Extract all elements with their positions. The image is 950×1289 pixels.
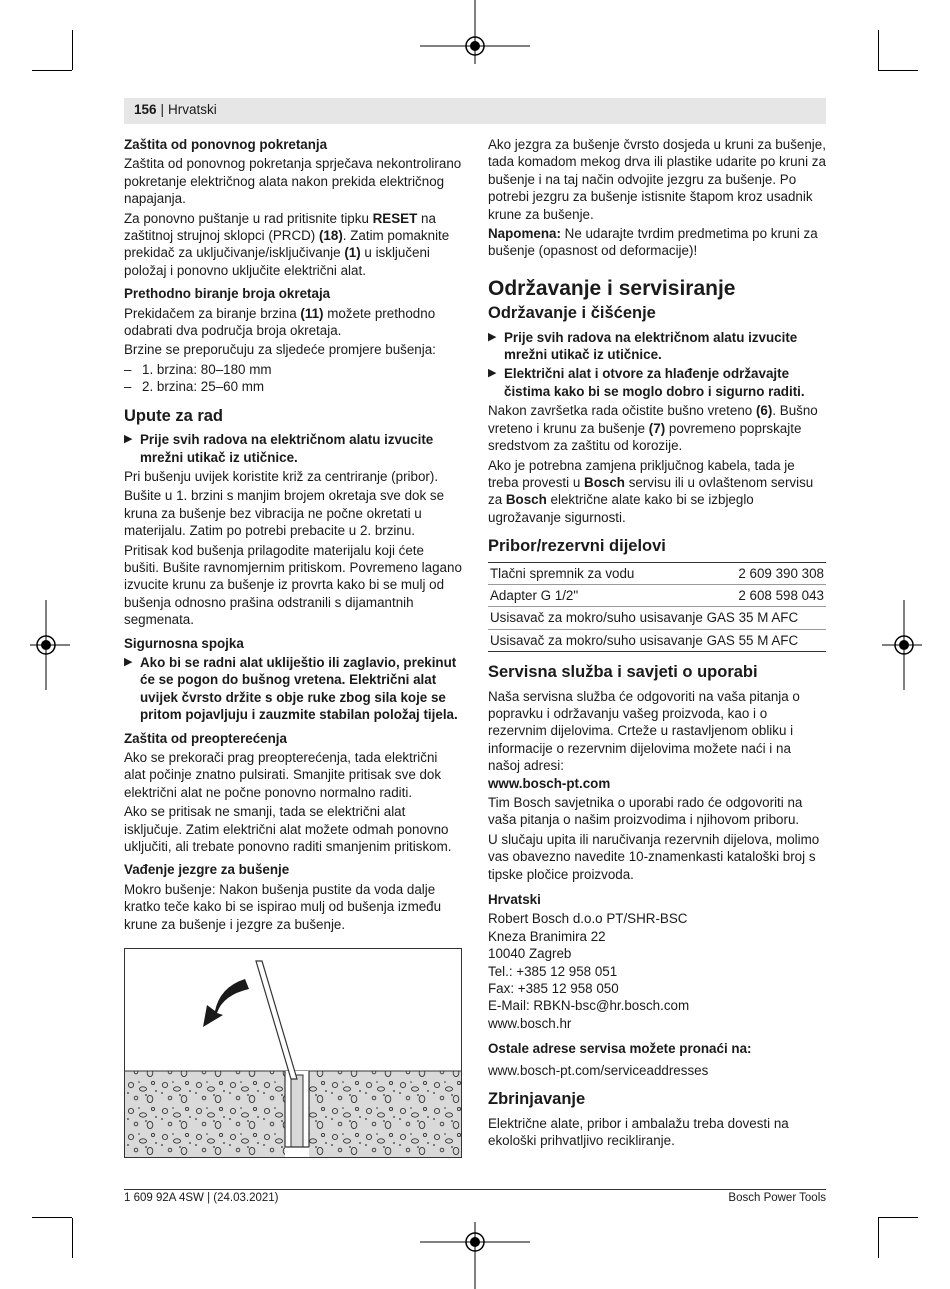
service-addresses-link[interactable]: www.bosch-pt.com/serviceaddresses: [488, 1062, 709, 1078]
table-row: Adapter G 1/2" 2 608 598 043: [488, 584, 826, 606]
section-title: Servisna služba i savjeti o uporabi: [488, 663, 758, 682]
warning-item: ▶ Prije svih radova na električnom alatu izvucite mrežni utikač iz utičnice.: [124, 432, 434, 465]
list-item: – 2. brzina: 25–60 mm: [124, 379, 265, 395]
section-title: Zbrinjavanje: [488, 1090, 586, 1109]
bullet-triangle-icon: ▶: [124, 655, 133, 668]
left-column: [124, 136, 462, 935]
address-line: E-Mail: RBKN-bsc@hr.bosch.com: [488, 998, 690, 1014]
address-line: Fax: +385 12 958 050: [488, 981, 619, 997]
table-row: Tlačni spremnik za vodu 2 609 390 308: [488, 562, 826, 584]
warning-item: ▶ Ako bi se radni alat ukliještio ili zaglavio, prekinut će se pogon do bušnog vretena. Električni alat uvijek čvrsto držite s obje ruke zbog sila koje se pritom pojavljuju i zauzmite stabilan položaj tijela.: [124, 654, 458, 723]
address-line: Tel.: +385 12 958 051: [488, 963, 618, 979]
page-header: [134, 102, 217, 117]
paragraph: Zaštita od ponovnog pokretanja sprječava nekontrolirano pokretanje električnog alata nakon prekida električnog napajanja.: [124, 156, 462, 207]
paragraph: Nakon završetka rada očistite bušno vreteno (6). Bušno vreteno i krunu za bušenje (7) povremeno poprskajte sredstvom za zaštitu od korozije.: [488, 403, 818, 454]
crop-mark: [72, 30, 73, 70]
registration-mark-icon: [30, 600, 70, 690]
paragraph: Bušite u 1. brzini s manjim brojem okretaja sve dok se kruna za bušenje bez vibracija ne počne okretati u materijalu. Zatim po potrebi prebacite u 2. brzinu.: [124, 488, 445, 539]
paragraph: Pri bušenju uvijek koristite križ za centriranje (pribor).: [124, 468, 439, 484]
header-language: Hrvatski: [168, 102, 217, 117]
crop-mark: [878, 1217, 918, 1218]
section-title: Održavanje i čišćenje: [488, 304, 656, 323]
page-number: 156: [134, 102, 157, 117]
service-url[interactable]: www.bosch-pt.com: [488, 775, 611, 791]
right-column: [488, 136, 826, 1151]
address-line: 10040 Zagreb: [488, 946, 572, 962]
bullet-triangle-icon: ▶: [124, 433, 133, 446]
crop-mark: [32, 70, 72, 71]
crop-mark: [878, 70, 918, 71]
chapter-title: Održavanje i servisiranje: [488, 276, 736, 300]
crop-mark: [878, 1218, 879, 1258]
section-heading: Sigurnosna spojka: [124, 635, 244, 651]
accessories-table: [488, 562, 826, 653]
bullet-triangle-icon: ▶: [488, 330, 497, 343]
paragraph: Brzine se preporučuju za sljedeće promjere bušenja:: [124, 342, 436, 358]
table-row: Usisavač za mokro/suho usisavanje GAS 35 M AFC: [488, 607, 826, 629]
registration-mark-icon: [420, 0, 530, 70]
section-heading: Ostale adrese servisa možete pronaći na:: [488, 1041, 752, 1057]
section-heading: Zaštita od ponovnog pokretanja: [124, 137, 328, 152]
paragraph: Ako je potrebna zamjena priključnog kabela, tada je treba provesti u Bosch servisu ili u ovlaštenom servisu za Bosch električne alate kako bi se izbjeglo ugrožavanje sigurnosti.: [488, 457, 814, 525]
note: Napomena: Ne udarajte tvrdim predmetima po kruni za bušenje (opasnost od deformacije)!: [488, 226, 818, 259]
bullet-triangle-icon: ▶: [488, 367, 497, 380]
crop-mark: [878, 30, 879, 70]
header-bar: [124, 98, 826, 124]
address-line: Robert Bosch d.o.o PT/SHR-BSC: [488, 911, 688, 927]
crop-mark: [72, 1218, 73, 1258]
address-line: Kneza Branimira 22: [488, 928, 606, 944]
section-heading: Vađenje jezgre za bušenje: [124, 862, 290, 878]
core-drilling-diagram: [125, 949, 461, 1157]
paragraph: Mokro bušenje: Nakon bušenja pustite da voda dalje kratko teče kako bi se ispirao mulj od bušenja između krune za bušenje i jezgre za bušenje.: [124, 881, 442, 932]
paragraph: Tim Bosch savjetnika o uporabi rado će odgovoriti na vaša pitanja o našim proizvodima i njihovom priboru.: [488, 795, 803, 828]
table-row: Usisavač za mokro/suho usisavanje GAS 55 M AFC: [488, 629, 826, 651]
registration-mark-icon: [882, 600, 922, 690]
section-heading: Zaštita od preopterećenja: [124, 730, 287, 746]
paragraph: Ako se prekorači prag preopterećenja, tada električni alat počinje znatno pulsirati. Smanjite pritisak sve dok električni alat ne počne ponovno normalno raditi.: [124, 750, 442, 800]
paragraph: Naša servisna služba će odgovoriti na vaša pitanja o popravku i održavanju vašeg proizvoda, kao i o rezervnim dijelovima. Crteže u rastavljenom obliku i informacije o rezervnim dijelovima možete naći i na našoj adresi:: [488, 688, 800, 774]
core-removal-illustration: [124, 948, 462, 1158]
paragraph: Ako se pritisak ne smanji, tada se električni alat isključuje. Zatim električni alat možete odmah ponovno uključiti, ali trebate ponovno raditi smanjenim pritiskom.: [124, 804, 452, 855]
footer-brand: Bosch Power Tools: [728, 1192, 826, 1204]
footer-doc-id: 1 609 92A 4SW | (24.03.2021): [124, 1192, 279, 1204]
paragraph: U slučaju upita ili naručivanja rezervnih dijelova, molimo vas obavezno navedite 10-znamenkasti kataloški broj s tipske pločice proizvoda.: [488, 831, 820, 882]
section-title: Upute za rad: [124, 406, 224, 425]
paragraph: Električne alate, pribor i ambalažu treba dovesti na ekološki prihvatljivo recikliranje.: [488, 1115, 789, 1148]
crop-mark: [32, 1217, 72, 1218]
warning-item: ▶ Prije svih radova na električnom alatu izvucite mrežni utikač iz utičnice.: [488, 329, 798, 363]
warning-item: ▶ Električni alat i otvore za hlađenje održavajte čistima kako bi se moglo dobro i sigurno raditi.: [488, 366, 805, 399]
address-line: www.bosch.hr: [488, 1015, 572, 1031]
paragraph: Pritisak kod bušenja prilagodite materijalu koji ćete bušiti. Bušite ravnomjernim pritiskom. Povremeno lagano izvucite krunu za bušenje iz provrta kako bi se mulj od bušenja odnosno prašina odstranili s dijamantnih segmenata.: [124, 542, 462, 628]
footer-divider: [124, 1189, 826, 1190]
registration-mark-icon: [420, 1222, 530, 1289]
header-separator: |: [160, 102, 165, 117]
country-heading: Hrvatski: [488, 892, 541, 908]
section-title: Pribor/rezervni dijelovi: [488, 537, 666, 556]
paragraph: Prekidačem za biranje brzina (11) možete prethodno odabrati dva područja broja okretaja.: [124, 305, 436, 339]
list-item: – 1. brzina: 80–180 mm: [124, 361, 272, 377]
section-heading: Prethodno biranje broja okretaja: [124, 286, 331, 302]
paragraph: Ako jezgra za bušenje čvrsto dosjeda u kruni za bušenje, tada komadom mekog drva ili plastike udarite po kruni za bušenje i na taj način odvojite jezgru za bušenje. Po potrebi jezgru za bušenje istisnite štapom kroz usadnik krune za bušenje.: [488, 137, 826, 222]
paragraph: Za ponovno puštanje u rad pritisnite tipku RESET na zaštitnoj strujnoj sklopci (PRCD) (18). Zatim pomaknite prekidač za uključivanje/isključivanje (1) u isključeni položaj i ponovno uključite električni alat.: [124, 210, 450, 278]
